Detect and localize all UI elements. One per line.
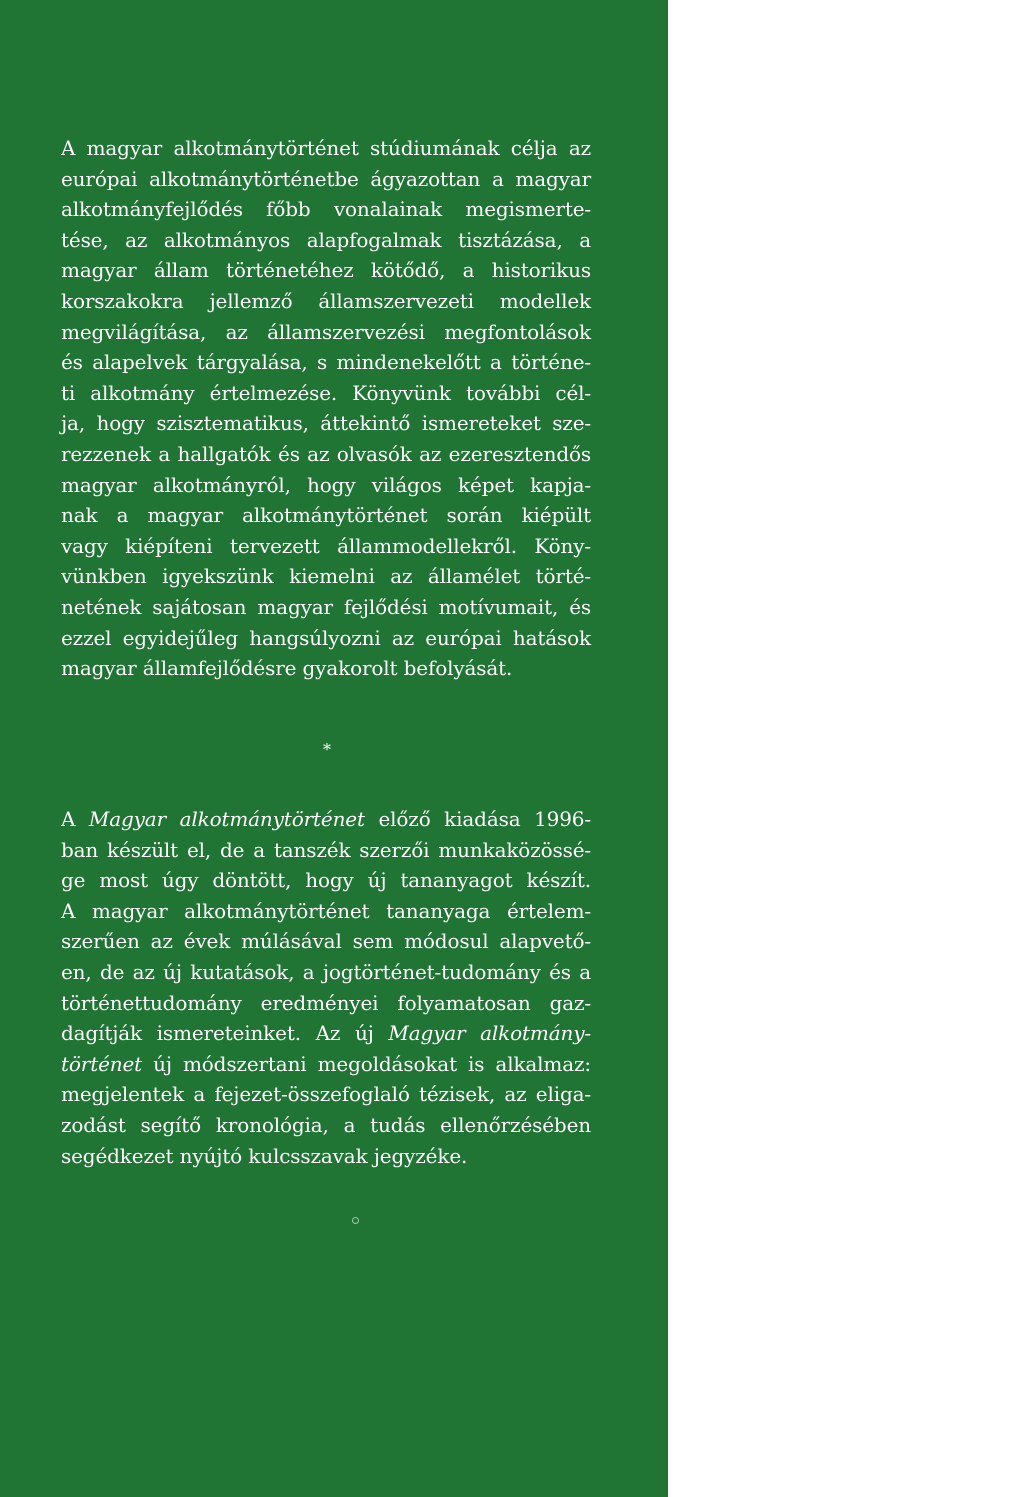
text-line: vagy kiépíteni tervezett állammodellekről. Köny- bbox=[61, 533, 591, 558]
text-line: ti alkotmány értelmezése. Könyvünk további cél- bbox=[61, 380, 591, 405]
text-line: A magyar alkotmánytörténet stúdiumának célja az bbox=[61, 136, 591, 160]
text-line: magyar alkotmányról, hogy világos képet kapja- bbox=[61, 472, 591, 497]
asterisk-separator: * bbox=[323, 740, 331, 759]
text-line: ge most úgy döntött, hogy új tananyagot készít. bbox=[61, 868, 591, 893]
text-line: megvilágítása, az államszervezési megfontolások bbox=[61, 319, 591, 344]
text-line: tése, az alkotmányos alapfogalmak tisztázása, a bbox=[61, 227, 591, 252]
text-line bbox=[61, 1049, 591, 1080]
book-title-italic: történet bbox=[61, 1051, 143, 1076]
text-run: A bbox=[61, 807, 89, 831]
text-line: alkotmányfejlődés főbb vonalainak megismerte- bbox=[61, 197, 591, 222]
text-line bbox=[61, 804, 591, 835]
book-title-italic: Magyar alkotmánytörténet bbox=[88, 807, 365, 831]
text-line: en, de az új kutatások, a jogtörténet-tudomány és a bbox=[61, 959, 591, 984]
text-line: A magyar alkotmánytörténet tananyaga értelem- bbox=[61, 898, 591, 923]
text-line: és alapelvek tárgyalása, s mindenekelőtt a történe- bbox=[61, 350, 591, 375]
text-line: magyar állam történetéhez kötődő, a historikus bbox=[61, 258, 591, 283]
text-line: európai alkotmánytörténetbe ágyazottan a magyar bbox=[61, 166, 591, 191]
text-line: ja, hogy szisztematikus, áttekintő ismereteket sze- bbox=[61, 411, 591, 436]
text-line: szerűen az évek múlásával sem módosul alapvető- bbox=[61, 929, 591, 954]
text-line: zodást segítő kronológia, a tudás ellenőrzésében bbox=[61, 1112, 591, 1137]
text-line: rezzenek a hallgatók és az olvasók az ezeresztendős bbox=[61, 441, 591, 466]
text-line: netének sajátosan magyar fejlődési motívumait, és bbox=[61, 594, 591, 619]
text-run: dagítják ismereteinket. Az új bbox=[61, 1021, 389, 1046]
text-line-last: magyar államfejlődésre gyakorolt befolyását. bbox=[61, 656, 513, 681]
text-line: ezzel egyidejűleg hangsúlyozni az európai hatások bbox=[61, 625, 591, 650]
blurb-paragraph-1 bbox=[61, 133, 591, 684]
text-line-last: segédkezet nyújtó kulcsszavak jegyzéke. bbox=[61, 1143, 468, 1168]
text-line: korszakokra jellemző államszervezeti modellek bbox=[61, 288, 591, 313]
text-line bbox=[61, 1018, 591, 1049]
text-line: nak a magyar alkotmánytörténet során kiépült bbox=[61, 503, 591, 528]
text-line: megjelentek a fejezet-összefoglaló tézisek, az eliga- bbox=[61, 1082, 591, 1107]
book-title-italic: Magyar alkotmány- bbox=[388, 1021, 592, 1046]
small-circle-mark bbox=[352, 1217, 359, 1224]
blurb-paragraph-2 bbox=[61, 804, 591, 1171]
text-line: történettudomány eredményei folyamatosan gaz- bbox=[61, 990, 591, 1015]
text-line: vünkben igyekszünk kiemelni az államélet törté- bbox=[61, 564, 591, 589]
text-run: új módszertani megoldásokat is alkalmaz: bbox=[142, 1051, 591, 1076]
text-line: ban készült el, de a tanszék szerzői munkaközössé- bbox=[61, 837, 591, 862]
text-run: előző kiadása 1996- bbox=[364, 807, 591, 831]
